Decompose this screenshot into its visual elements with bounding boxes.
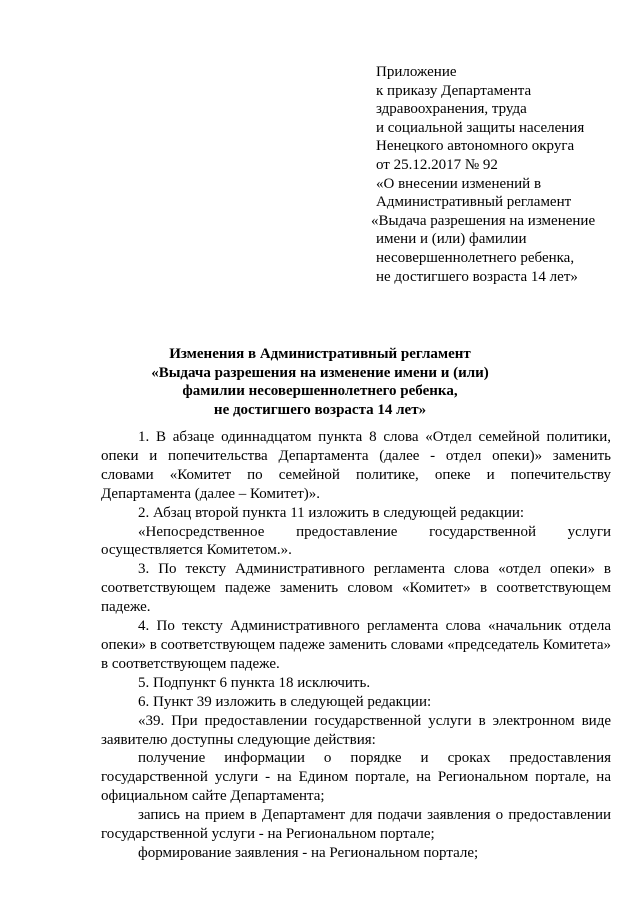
title-line: «Выдача разрешения на изменение имени и (или) bbox=[151, 364, 489, 381]
paragraph: 4. По тексту Административного регламента слова «начальник отдела опеки» в соответствующем падеже заменить словами «председатель Комитета» в соответствующем падеже. bbox=[101, 618, 611, 672]
appendix-line: от 25.12.2017 № 92 bbox=[376, 156, 498, 173]
paragraph: формирование заявления - на Региональном портале; bbox=[138, 844, 479, 861]
appendix-line: Ненецкого автономного округа bbox=[376, 138, 575, 155]
paragraph: 1. В абзаце одиннадцатом пункта 8 слова «Отдел семейной политики, опеки и попечительства Департамента (далее - отдел опеки)» заменить словами «Комитет по семейной политике, опеке и попечительству Департамента (далее – Комитет)». bbox=[101, 429, 611, 502]
paragraph: «39. При предоставлении государственной услуги в электронном виде заявителю доступны следующие действия: bbox=[101, 712, 611, 748]
paragraph: «Непосредственное предоставление государственной услуги осуществляется Комитетом.». bbox=[101, 523, 611, 559]
appendix-line: имени и (или) фамилии bbox=[376, 231, 527, 248]
appendix-line: не достигшего возраста 14 лет» bbox=[376, 268, 578, 285]
title-line: не достигшего возраста 14 лет» bbox=[213, 401, 427, 418]
paragraph: получение информации о порядке и сроках предоставления государственной услуги - на Едином портале, на Региональном портале, на официальном сайте Департамента; bbox=[101, 750, 611, 805]
title-line: Изменения в Административный регламент bbox=[169, 346, 471, 362]
appendix-line: к приказу Департамента bbox=[376, 82, 532, 99]
appendix-line: здравоохранения, труда bbox=[376, 101, 527, 118]
appendix-line: «Выдача разрешения на изменение bbox=[371, 212, 596, 229]
paragraph: 6. Пункт 39 изложить в следующей редакции: bbox=[138, 693, 432, 710]
appendix-line: Приложение bbox=[376, 64, 457, 80]
appendix-line: «О внесении изменений в bbox=[376, 175, 542, 192]
document-body bbox=[101, 428, 611, 863]
appendix-line: несовершеннолетнего ребенка, bbox=[376, 249, 575, 266]
appendix-header bbox=[371, 63, 626, 286]
title-line: фамилии несовершеннолетнего ребенка, bbox=[182, 383, 458, 400]
paragraph: 3. По тексту Административного регламента слова «отдел опеки» в соответствующем падеже заменить словом «Комитет» в соответствующем падеже. bbox=[101, 561, 611, 616]
appendix-line: и социальной защиты населения bbox=[376, 119, 585, 136]
appendix-line: Административный регламент bbox=[376, 194, 572, 211]
paragraph: запись на прием в Департамент для подачи заявления о предоставлении государственной услуги - на Региональном портале; bbox=[101, 807, 611, 843]
paragraph: 2. Абзац второй пункта 11 изложить в следующей редакции: bbox=[138, 504, 525, 521]
paragraph: 5. Подпункт 6 пункта 18 исключить. bbox=[138, 674, 371, 691]
document-title bbox=[104, 345, 536, 419]
